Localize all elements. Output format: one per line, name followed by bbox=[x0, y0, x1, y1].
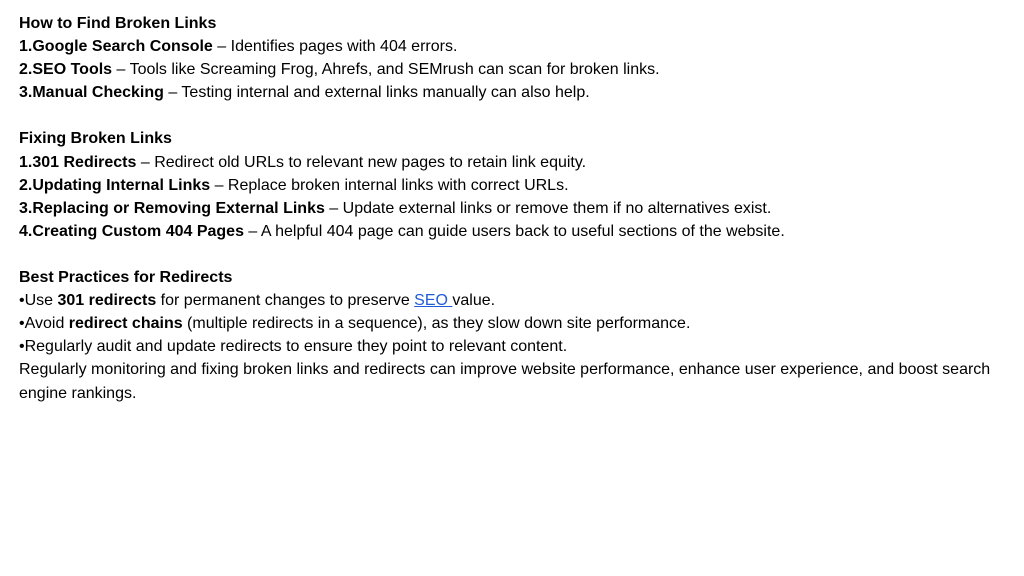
practice-bullet-3: •Regularly audit and update redirects to ensure they point to relevant content. bbox=[19, 338, 568, 356]
practices-heading: Best Practices for Redirects bbox=[19, 269, 233, 287]
practice-bullet-1: •Use 301 redirects for permanent changes to preserve SEO value. bbox=[19, 292, 496, 310]
find-item-2: 2.SEO Tools – Tools like Screaming Frog, Ahrefs, and SEMrush can scan for broken links. bbox=[19, 61, 660, 79]
fix-item-3: 3.Replacing or Removing External Links – Update external links or remove them if no alternatives exist. bbox=[19, 199, 772, 217]
find-item-3: 3.Manual Checking – Testing internal and external links manually can also help. bbox=[19, 84, 590, 102]
fix-item-1: 1.301 Redirects – Redirect old URLs to relevant new pages to retain link equity. bbox=[19, 153, 587, 171]
seo-link[interactable]: SEO bbox=[414, 292, 453, 310]
fix-item-2: 2.Updating Internal Links – Replace broken internal links with correct URLs. bbox=[19, 176, 569, 194]
fix-item-4: 4.Creating Custom 404 Pages – A helpful 404 page can guide users back to useful sections of the website. bbox=[19, 222, 785, 240]
fix-heading: Fixing Broken Links bbox=[19, 130, 172, 148]
find-item-1: 1.Google Search Console – Identifies pages with 404 errors. bbox=[19, 38, 458, 56]
practice-bullet-2: •Avoid redirect chains (multiple redirects in a sequence), as they slow down site performance. bbox=[19, 315, 691, 333]
slide-content bbox=[19, 12, 994, 405]
find-heading: How to Find Broken Links bbox=[19, 15, 217, 32]
closing-paragraph: Regularly monitoring and fixing broken links and redirects can improve website performance, enhance user experience, and boost search engine rankings. bbox=[19, 361, 991, 402]
spacer bbox=[19, 104, 994, 127]
spacer bbox=[19, 243, 994, 266]
